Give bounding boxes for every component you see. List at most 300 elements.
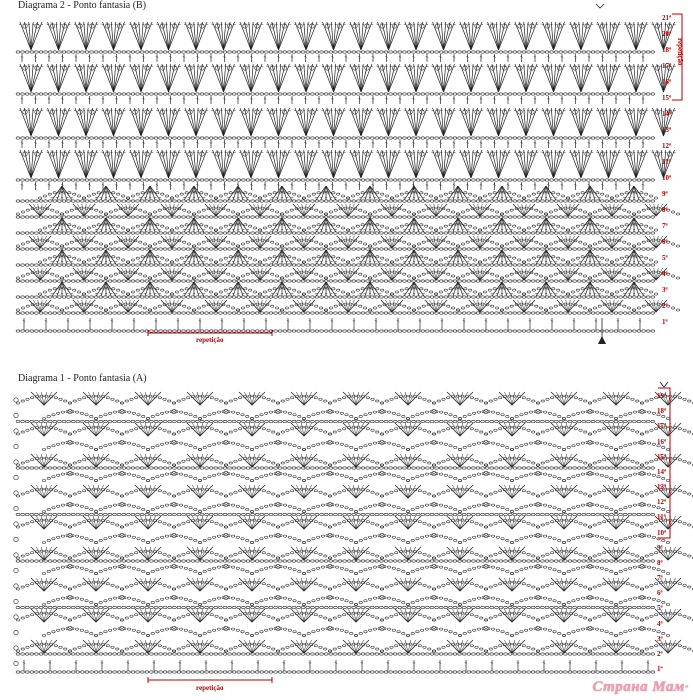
foundation-chain [499, 330, 503, 332]
chain-row [554, 296, 558, 298]
chain-row [94, 93, 98, 95]
chain-row [67, 216, 71, 218]
chain-arc [87, 259, 90, 261]
chain-arc [645, 257, 648, 259]
chain-row [182, 93, 186, 95]
chain-arc [637, 243, 640, 245]
foundation-chain [168, 330, 172, 332]
chain-row [596, 312, 600, 314]
chain-arc [43, 259, 46, 261]
fan-shell-bar [71, 197, 73, 198]
chain-arc [253, 259, 256, 261]
fan-shell-bar [623, 197, 625, 198]
chain-arc [48, 289, 51, 291]
fan-shell-bar [159, 261, 161, 262]
chain-row [462, 264, 466, 266]
chain-row [623, 93, 627, 95]
chain-arc [156, 256, 159, 258]
chain-row [550, 137, 554, 139]
chain-arc [637, 211, 640, 213]
chain-row [513, 312, 517, 314]
chain-arc [361, 288, 364, 290]
fan-shell-bar [579, 261, 581, 262]
chain-row [495, 200, 499, 202]
chain-arc [324, 277, 327, 279]
chain-row [242, 137, 246, 139]
chain-row [150, 232, 154, 234]
chain-row [587, 216, 591, 218]
chain-arc [99, 307, 102, 309]
chain-row [283, 216, 287, 218]
chain-arc [97, 288, 100, 290]
chain-row [614, 93, 618, 95]
chain-row [421, 179, 425, 181]
chain-row [449, 137, 453, 139]
chain-row [416, 216, 420, 218]
chain-row [633, 248, 637, 250]
foundation-chain [495, 330, 499, 332]
foundation-chain [21, 330, 25, 332]
chain-row [108, 93, 112, 95]
chain-arc [434, 229, 437, 231]
chain-row [209, 232, 213, 234]
chain-arc [332, 256, 335, 258]
fan-shell-bar [643, 293, 645, 294]
chain-arc [493, 224, 496, 226]
chain-arc [161, 257, 164, 259]
chain-row [48, 248, 52, 250]
chain-row [541, 264, 545, 266]
chain-row [619, 312, 623, 314]
chain-row [301, 93, 305, 95]
chain-arc [378, 209, 381, 211]
chain-arc [317, 192, 320, 194]
chain-row [439, 93, 443, 95]
fan-shell-bar [423, 293, 425, 294]
chain-row [361, 200, 365, 202]
chain-row [343, 312, 347, 314]
chain-arc [420, 288, 423, 290]
chain-row [90, 137, 94, 139]
chain-row [642, 137, 646, 139]
chain-row [554, 248, 558, 250]
chain-arc [539, 275, 542, 277]
chain-row [393, 264, 397, 266]
chain-arc [324, 245, 327, 247]
foundation-chain [513, 330, 517, 332]
chain-row [292, 137, 296, 139]
chain-row [90, 179, 94, 181]
foundation-chain [531, 330, 535, 332]
chain-arc [92, 289, 95, 291]
chain-row [104, 296, 108, 298]
chain-row [223, 312, 227, 314]
chain-row [614, 280, 618, 282]
chain-row [600, 200, 604, 202]
fan-shell-bar [247, 197, 249, 198]
chain-row [380, 296, 384, 298]
chain-row [481, 296, 485, 298]
chain-row [196, 264, 200, 266]
chain-arc [579, 305, 582, 307]
chain-row [108, 264, 112, 266]
chain-arc [351, 291, 354, 293]
chain-arc [645, 193, 648, 195]
chain-row [145, 248, 149, 250]
foundation-chain [642, 330, 646, 332]
chain-arc [175, 291, 178, 293]
chain-row [228, 296, 232, 298]
chain-arc [161, 225, 164, 227]
fan-shell-bar [115, 197, 117, 198]
chain-row [173, 296, 177, 298]
chain-row [223, 137, 227, 139]
fan-shell-bar [51, 261, 53, 262]
chain-arc [451, 275, 454, 277]
chain-row [251, 200, 255, 202]
chain-row [219, 216, 223, 218]
chain-arc [253, 195, 256, 197]
chain-row [444, 179, 448, 181]
chain-row [384, 137, 388, 139]
chain-row [439, 200, 443, 202]
chain-arc [153, 275, 156, 277]
chain-row [21, 264, 25, 266]
chain-row [301, 216, 305, 218]
chain-row [99, 179, 103, 181]
chain-row [265, 296, 269, 298]
chain-row [283, 179, 287, 181]
chain-row [541, 179, 545, 181]
chain-arc [312, 289, 315, 291]
foundation-chain [577, 330, 581, 332]
chain-arc [258, 229, 261, 231]
chain-row [39, 248, 43, 250]
foundation-chain [200, 330, 204, 332]
chain-row [53, 137, 57, 139]
chain-row [375, 232, 379, 234]
chain-arc [513, 289, 516, 291]
chain-row [113, 93, 117, 95]
chain-arc [557, 225, 560, 227]
chain-row [329, 312, 333, 314]
chain-row [623, 296, 627, 298]
chain-row [628, 137, 632, 139]
chain-row [150, 280, 154, 282]
chain-row [476, 312, 480, 314]
chain-row [366, 312, 370, 314]
chain-row [495, 312, 499, 314]
chain-arc [451, 211, 454, 213]
chain-arc [38, 229, 41, 231]
chain-row [435, 296, 439, 298]
chain-row [159, 280, 163, 282]
chain-row [150, 312, 154, 314]
chain-arc [649, 227, 652, 229]
chain-row [140, 93, 144, 95]
chain-arc [544, 309, 547, 311]
chain-row [403, 232, 407, 234]
fan-shell-bar [643, 261, 645, 262]
chain-arc [158, 241, 161, 243]
chain-row [334, 232, 338, 234]
chain-arc [202, 241, 205, 243]
chain-row [99, 296, 103, 298]
chain-row [292, 179, 296, 181]
fan-shell-bar [403, 293, 405, 294]
chain-arc [444, 257, 447, 259]
chain-arc [293, 289, 296, 291]
chain-row [191, 179, 195, 181]
chain-row [476, 137, 480, 139]
chain-row [531, 137, 535, 139]
chain-row [219, 179, 223, 181]
chain-arc [625, 224, 628, 226]
chain-arc [312, 193, 315, 195]
fan-shell-bar [203, 229, 205, 230]
chain-row [591, 216, 595, 218]
chain-row [242, 216, 246, 218]
foundation-chain [564, 330, 568, 332]
chain-row [651, 312, 655, 314]
chain-arc [141, 288, 144, 290]
chain-arc [156, 192, 159, 194]
chain-row [559, 179, 563, 181]
chain-row [196, 296, 200, 298]
chain-arc [170, 197, 173, 199]
chain-row [260, 248, 264, 250]
chain-row [140, 248, 144, 250]
chain-arc [271, 241, 274, 243]
chain-row [136, 264, 140, 266]
chain-arc [505, 307, 508, 309]
chain-row [85, 296, 89, 298]
chain-row [642, 93, 646, 95]
chain-row [416, 200, 420, 202]
foundation-chain [265, 330, 269, 332]
chain-arc [312, 225, 315, 227]
chain-row [605, 137, 609, 139]
chain-row [99, 232, 103, 234]
chain-row [219, 248, 223, 250]
chain-row [200, 296, 204, 298]
chain-row [628, 179, 632, 181]
fan-shell-bar [335, 261, 337, 262]
chain-arc [202, 305, 205, 307]
chain-row [513, 248, 517, 250]
chain-arc [623, 305, 626, 307]
foundation-chain [223, 330, 227, 332]
foundation-chain [39, 330, 43, 332]
chain-row [370, 312, 374, 314]
chain-row [76, 312, 80, 314]
chain-arc [55, 307, 58, 309]
chain-row [292, 248, 296, 250]
chain-row [140, 312, 144, 314]
chain-arc [466, 273, 469, 275]
chain-row [623, 248, 627, 250]
foundation-chain [255, 330, 259, 332]
chain-arc [522, 293, 525, 295]
chain-row [301, 296, 305, 298]
chain-arc [337, 193, 340, 195]
chain-arc [148, 277, 151, 279]
chain-row [467, 312, 471, 314]
chain-arc [576, 257, 579, 259]
chain-arc [561, 195, 564, 197]
chain-row [449, 232, 453, 234]
chain-row [67, 232, 71, 234]
chain-row [104, 312, 108, 314]
chain-row [416, 137, 420, 139]
chain-row [297, 312, 301, 314]
chain-arc [376, 192, 379, 194]
chain-row [582, 232, 586, 234]
foundation-chain [357, 330, 361, 332]
chain-row [554, 280, 558, 282]
chain-arc [532, 193, 535, 195]
chain-row [324, 296, 328, 298]
chain-arc [483, 291, 486, 293]
chain-row [619, 296, 623, 298]
chain-row [278, 296, 282, 298]
chain-row [637, 296, 641, 298]
chain-row [292, 93, 296, 95]
chain-row [163, 93, 167, 95]
chain-row [361, 312, 365, 314]
chain-arc [209, 195, 212, 197]
chain-row [449, 216, 453, 218]
chain-row [435, 232, 439, 234]
chain-arc [395, 291, 398, 293]
chain-arc [202, 273, 205, 275]
foundation-chain [426, 330, 430, 332]
chain-row [605, 200, 609, 202]
chain-arc [549, 211, 552, 213]
chain-row [527, 179, 531, 181]
chain-row [48, 93, 52, 95]
chain-arc [346, 229, 349, 231]
chain-row [623, 216, 627, 218]
chain-row [81, 93, 85, 95]
chain-row [545, 200, 549, 202]
chain-row [610, 93, 614, 95]
chain-row [274, 216, 278, 218]
chain-row [361, 280, 365, 282]
chain-row [85, 312, 89, 314]
chain-arc [478, 197, 481, 199]
foundation-chain [283, 330, 287, 332]
chain-row [35, 312, 39, 314]
chain-row [99, 248, 103, 250]
chain-row [449, 93, 453, 95]
chain-row [94, 137, 98, 139]
chain-row [504, 216, 508, 218]
chain-row [527, 232, 531, 234]
chain-arc [620, 225, 623, 227]
chain-arc [439, 259, 442, 261]
chain-arc [43, 195, 46, 197]
chain-row [531, 200, 535, 202]
chain-row [301, 312, 305, 314]
chain-row [398, 296, 402, 298]
chain-arc [510, 305, 513, 307]
chain-row [426, 312, 430, 314]
chain-row [117, 280, 121, 282]
chain-row [610, 216, 614, 218]
chain-row [30, 264, 34, 266]
chain-arc [581, 192, 584, 194]
chain-row [481, 312, 485, 314]
chain-row [407, 280, 411, 282]
chain-row [384, 232, 388, 234]
chain-arc [43, 291, 46, 293]
chain-row [154, 312, 158, 314]
chain-row [444, 216, 448, 218]
chain-row [347, 179, 351, 181]
chain-row [642, 200, 646, 202]
chain-row [76, 137, 80, 139]
chain-arc [288, 224, 291, 226]
chain-row [421, 200, 425, 202]
chain-row [315, 200, 319, 202]
chain-row [642, 312, 646, 314]
fan-shell-bar [467, 261, 469, 262]
chain-row [260, 296, 264, 298]
foundation-chain [453, 330, 457, 332]
chain-row [81, 248, 85, 250]
chain-row [347, 93, 351, 95]
chain-row [462, 232, 466, 234]
chain-row [587, 137, 591, 139]
chain-row [246, 264, 250, 266]
chain-arc [407, 307, 410, 309]
chain-row [274, 232, 278, 234]
chain-row [577, 93, 581, 95]
chain-row [467, 179, 471, 181]
chain-arc [434, 261, 437, 263]
chain-row [320, 280, 324, 282]
chain-row [513, 264, 517, 266]
chain-arc [170, 293, 173, 295]
chain-row [347, 137, 351, 139]
fan-shell-bar [379, 293, 381, 294]
chain-row [421, 312, 425, 314]
chain-row [357, 264, 361, 266]
chain-arc [158, 209, 161, 211]
chain-row [642, 280, 646, 282]
fan-shell-bar [247, 229, 249, 230]
chain-row [421, 248, 425, 250]
chain-row [619, 93, 623, 95]
chain-row [541, 216, 545, 218]
chain-arc [99, 275, 102, 277]
chain-row [278, 216, 282, 218]
chain-row [380, 248, 384, 250]
chain-arc [112, 224, 115, 226]
chain-row [619, 264, 623, 266]
chain-row [315, 248, 319, 250]
chain-row [255, 248, 259, 250]
chain-row [315, 312, 319, 314]
chain-arc [68, 224, 71, 226]
chain-row [453, 312, 457, 314]
fan-shell-bar [291, 197, 293, 198]
chain-arc [385, 259, 388, 261]
foundation-chain [458, 330, 462, 332]
chain-row [495, 296, 499, 298]
fan-shell-bar [403, 197, 405, 198]
